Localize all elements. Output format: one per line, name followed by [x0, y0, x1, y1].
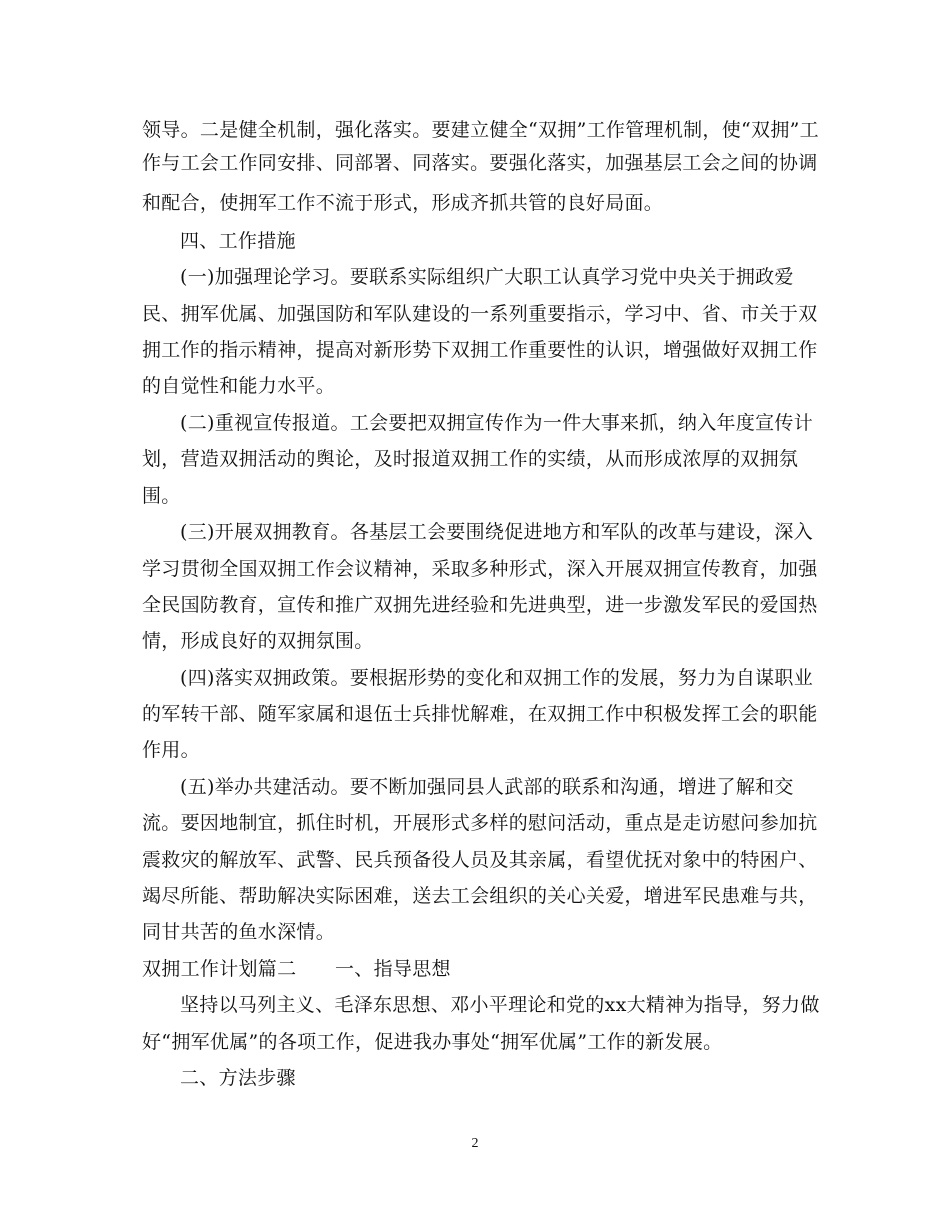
text-line: 坚持以马列主义、毛泽东思想、邓小平理论和党的xx大精神为指导，努力做 [180, 994, 820, 1016]
text-line: (二)重视宣传报道。工会要把双拥宣传作为一件大事来抓，纳入年度宣传计 [180, 412, 814, 434]
text-line: 拥工作的指示精神，提高对新形势下双拥工作重要性的认识，增强做好双拥工作 [142, 339, 818, 361]
text-line: 作用。 [142, 739, 200, 761]
text-line: 划，营造双拥活动的舆论，及时报道双拥工作的实绩，从而形成浓厚的双拥氛 [142, 448, 799, 470]
text-line: 流。要因地制宜，抓住时机，开展形式多样的慰问活动，重点是走访慰问参加抗 [142, 812, 818, 834]
text-line: 领导。二是健全机制，强化落实。要建立健全“双拥”工作管理机制，使“双拥”工 [142, 119, 819, 141]
text-line: (三)开展双拥教育。各基层工会要围绕促进地方和军队的改革与建设，深入 [180, 521, 814, 543]
text-line: 全民国防教育，宣传和推广双拥先进经验和先进典型，进一步激发军民的爱国热 [142, 594, 818, 616]
text-line: (四)落实双拥政策。要根据形势的变化和双拥工作的发展，努力为自谋职业 [180, 667, 814, 689]
text-line: 同甘共苦的鱼水深情。 [142, 921, 336, 943]
text-line: 的自觉性和能力水平。 [142, 375, 336, 397]
text-line: 学习贯彻全国双拥工作会议精神，采取多种形式，深入开展双拥宣传教育，加强 [142, 558, 818, 580]
section-heading: 四、工作措施 [180, 230, 296, 252]
page-number: 2 [471, 1136, 479, 1151]
text-line: 作与工会工作同安排、同部署、同落实。要强化落实，加强基层工会之间的协调 [142, 152, 818, 174]
text-line: 和配合，使拥军工作不流于形式，形成齐抓共管的良好局面。 [142, 192, 664, 214]
text-line: 的军转干部、随军家属和退伍士兵排忧解难，在双拥工作中积极发挥工会的职能 [142, 703, 818, 725]
text-line: 竭尽所能、帮助解决实际困难，送去工会组织的关心关爱，增进军民患难与共， [142, 885, 818, 907]
text-line: 好“拥军优属”的各项工作，促进我办事处“拥军优属”工作的新发展。 [142, 1031, 723, 1053]
text-line: 围。 [142, 485, 181, 507]
section-heading: 二、方法步骤 [180, 1067, 296, 1089]
text-line: 民、拥军优属、加强国防和军队建设的一系列重要指示，学习中、省、市关于双 [142, 303, 818, 325]
section-heading: 双拥工作计划篇二 一、指导思想 [142, 958, 451, 980]
text-line: 震救灾的解放军、武警、民兵预备役人员及其亲属，看望优抚对象中的特困户、 [142, 849, 818, 871]
text-line: (一)加强理论学习。要联系实际组织广大职工认真学习党中央关于拥政爱 [180, 266, 794, 288]
text-line: (五)举办共建活动。要不断加强同县人武部的联系和沟通，增进了解和交 [180, 776, 794, 798]
text-line: 情，形成良好的双拥氛围。 [142, 630, 374, 652]
